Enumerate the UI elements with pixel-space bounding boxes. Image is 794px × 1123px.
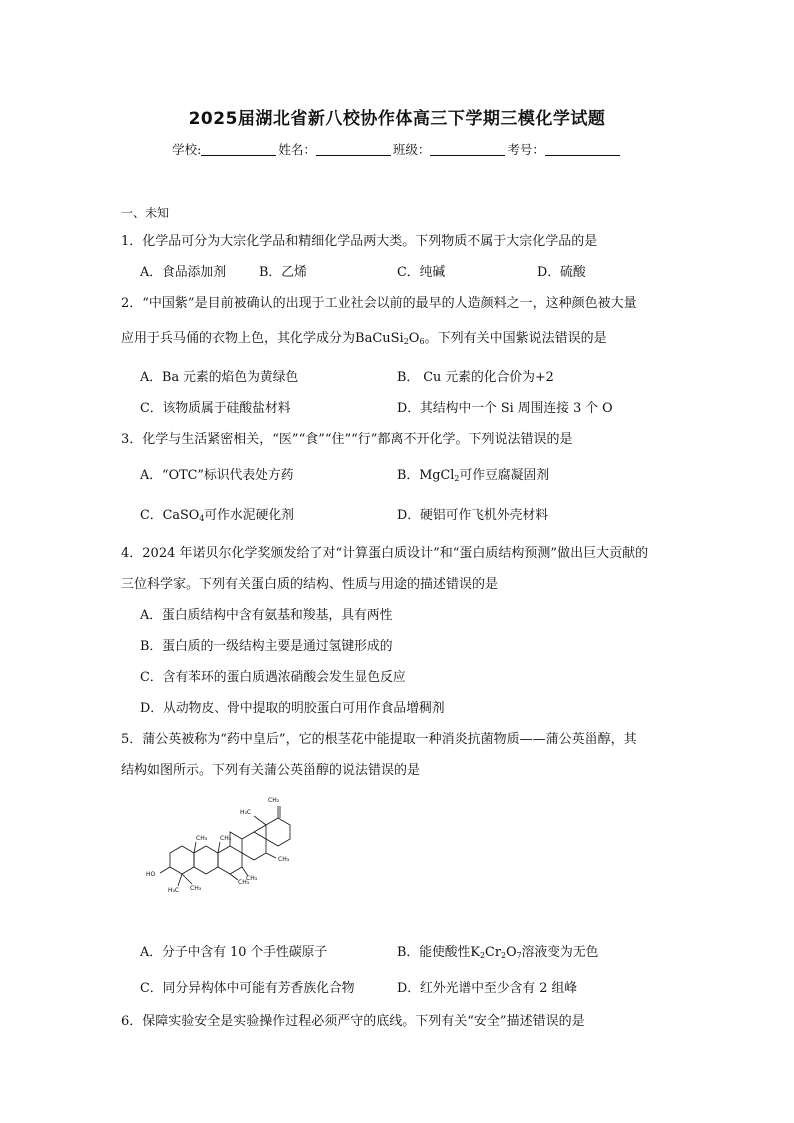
q4-option-b: B．蛋白质的一级结构主要是通过氢键形成的 [140, 639, 393, 654]
q2-option-a: A．Ba 元素的焰色为黄绿色 [140, 370, 299, 385]
caso4-formula: CaSO$_4$ [162, 508, 205, 523]
label-ho: HO [146, 871, 156, 878]
q4-option-a: A．蛋白质结构中含有氨基和羧基，具有两性 [140, 608, 393, 623]
label-ch3-b: CH₃ [220, 835, 232, 842]
q2-stem-line2 [121, 327, 607, 346]
q2-stem-text: 应用于兵马俑的衣物上色，其化学成分为 [121, 331, 356, 346]
school-blank[interactable] [201, 143, 276, 156]
q5-option-b: B．能使酸性$K_2Cr_2O_7$溶液变为无色 [397, 945, 599, 960]
student-info-line [0, 140, 794, 158]
q2-option-c: C．该物质属于硅酸盐材料 [140, 401, 291, 416]
q4-stem-line1: 4．2024 年诺贝尔化学奖颁发给了对“计算蛋白质设计”和“蛋白质结构预测”做出巨大贡献的 [121, 546, 649, 561]
q4-stem-line2: 三位科学家。下列有关蛋白质的结构、性质与用途的描述错误的是 [121, 577, 499, 592]
q4-option-c: C．含有苯环的蛋白质遇浓硝酸会发生显色反应 [140, 670, 406, 685]
label-h3c: H₃C [240, 809, 252, 816]
label-ch3-gem: CH₃ [190, 885, 202, 892]
label-ch3-d: CH₃ [246, 875, 258, 882]
school-label: 学校: [172, 142, 202, 157]
q5-option-c: C．同分异构体中可能有芳香族化合物 [140, 981, 355, 996]
q5-stem-line2: 结构如图所示。下列有关蒲公英甾醇的说法错误的是 [121, 763, 421, 778]
q2-formula: $BaCuSi_2O_6$ [355, 331, 425, 346]
class-label: 班级： [392, 142, 431, 157]
mgcl2-formula: MgCl$_2$ [419, 468, 460, 483]
label-ch3-c: CH₃ [238, 879, 250, 886]
q2-stem-line1: 2．“中国紫”是目前被确认的出现于工业社会以前的最早的人造颜料之一，这种颜色被大量 [121, 296, 637, 311]
class-blank[interactable] [430, 143, 505, 156]
name-blank[interactable] [316, 143, 391, 156]
q1-option-c: C．纯碱 [397, 265, 446, 280]
q3-option-d: D．硬铝可作飞机外壳材料 [397, 508, 549, 523]
q2-option-d: D．其结构中一个 Si 周围连接 3 个 O [397, 401, 613, 416]
k2cr2o7-formula: $K_2Cr_2O_7$ [470, 945, 522, 960]
id-blank[interactable] [545, 143, 620, 156]
section-heading: 一、未知 [121, 206, 170, 220]
q2-option-b: B． Cu 元素的化合价为+2 [397, 370, 554, 385]
q3-option-b: B．MgCl$_2$可作豆腐凝固剂 [397, 468, 550, 483]
q1-option-a: A．食品添加剂 [140, 265, 227, 280]
q2-stem-tail: 。下列有关中国紫说法错误的是 [424, 331, 607, 346]
q4-option-d: D．从动物皮、骨中提取的明胶蛋白可用作食品增稠剂 [140, 701, 445, 716]
q3-option-c: C．CaSO$_4$可作水泥硬化剂 [140, 508, 294, 523]
q1-option-b: B．乙烯 [259, 265, 307, 280]
page-title: 2025届湖北省新八校协作体高三下学期三模化学试题 [188, 109, 606, 129]
label-ch2: CH₂ [268, 797, 280, 804]
q3-stem: 3．化学与生活紧密相关，“医”“食”“住”“行”都离不开化学。下列说法错误的是 [121, 432, 573, 447]
label-ch3-a: CH₃ [196, 835, 208, 842]
q6-stem: 6．保障实验安全是实验操作过程必须严守的底线。下列有关“安全”描述错误的是 [121, 1014, 585, 1029]
q1-option-d: D．硫酸 [537, 265, 586, 280]
id-label: 考号： [507, 142, 545, 157]
q3-option-a: A．“OTC”标识代表处方药 [140, 468, 294, 483]
label-h3c-gem: H₃C [168, 887, 180, 894]
taraxasterol-structure [140, 788, 310, 918]
label-ch3-e: CH₃ [278, 856, 290, 863]
name-label: 姓名： [278, 142, 316, 157]
q5-option-a: A．分子中含有 10 个手性碳原子 [140, 945, 328, 960]
q1-stem: 1．化学品可分为大宗化学品和精细化学品两大类。下列物质不属于大宗化学品的是 [121, 234, 598, 249]
q5-option-d: D．红外光谱中至少含有 2 组峰 [397, 981, 578, 996]
q5-stem-line1: 5．蒲公英被称为“药中皇后”，它的根茎花中能提取一种消炎抗菌物质——蒲公英甾醇，其 [121, 732, 637, 747]
